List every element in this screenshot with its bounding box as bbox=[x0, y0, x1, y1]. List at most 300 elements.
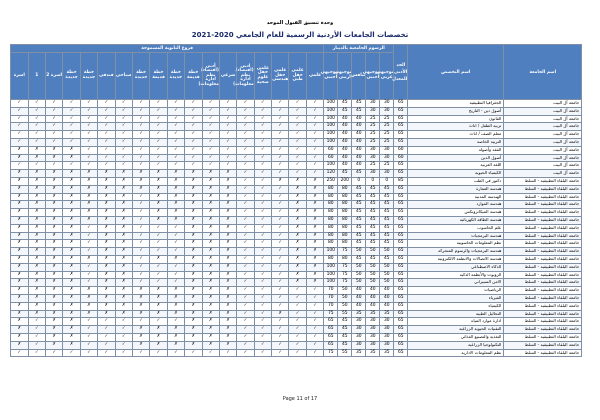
not-allowed-x-icon: ✗ bbox=[115, 271, 132, 279]
col-branch-14: علمي حقل علوم صحية bbox=[254, 53, 271, 100]
allowed-check-icon: ✓ bbox=[272, 201, 289, 209]
not-allowed-x-icon: ✗ bbox=[289, 240, 306, 248]
allowed-check-icon: ✓ bbox=[63, 107, 80, 115]
fee-cell: 80 bbox=[324, 201, 338, 209]
not-allowed-x-icon: ✗ bbox=[63, 224, 80, 232]
not-allowed-x-icon: ✗ bbox=[45, 263, 62, 271]
allowed-check-icon: ✓ bbox=[150, 232, 167, 240]
not-allowed-x-icon: ✗ bbox=[185, 170, 202, 178]
allowed-check-icon: ✓ bbox=[167, 131, 184, 139]
allowed-check-icon: ✓ bbox=[272, 263, 289, 271]
allowed-check-icon: ✓ bbox=[185, 154, 202, 162]
allowed-check-icon: ✓ bbox=[28, 131, 45, 139]
not-allowed-x-icon: ✗ bbox=[306, 271, 323, 279]
university-cell: جامعة آل البيت bbox=[504, 100, 582, 108]
allowed-check-icon: ✓ bbox=[167, 279, 184, 287]
allowed-check-icon: ✓ bbox=[289, 333, 306, 341]
fee-cell: 45 bbox=[366, 255, 380, 263]
allowed-check-icon: ✓ bbox=[45, 162, 62, 170]
col-branch-7: خطة جديدة bbox=[132, 53, 149, 100]
allowed-check-icon: ✓ bbox=[115, 318, 132, 326]
table-row bbox=[11, 310, 582, 318]
not-allowed-x-icon: ✗ bbox=[132, 333, 149, 341]
not-allowed-x-icon: ✗ bbox=[28, 294, 45, 302]
allowed-check-icon: ✓ bbox=[150, 240, 167, 248]
fee-cell: 40 bbox=[352, 138, 366, 146]
not-allowed-x-icon: ✗ bbox=[167, 209, 184, 217]
allowed-check-icon: ✓ bbox=[254, 154, 271, 162]
not-allowed-x-icon: ✗ bbox=[150, 177, 167, 185]
fee-cell: 50 bbox=[352, 271, 366, 279]
col-branch-2: اسرة 2 bbox=[45, 53, 62, 100]
not-allowed-x-icon: ✗ bbox=[167, 341, 184, 349]
allowed-check-icon: ✓ bbox=[202, 123, 219, 131]
allowed-check-icon: ✓ bbox=[237, 209, 254, 217]
min-avg-cell: 65 bbox=[394, 318, 408, 326]
not-allowed-x-icon: ✗ bbox=[219, 302, 236, 310]
allowed-check-icon: ✓ bbox=[254, 209, 271, 217]
allowed-check-icon: ✓ bbox=[167, 318, 184, 326]
allowed-check-icon: ✓ bbox=[80, 232, 97, 240]
fee-cell: 45 bbox=[380, 232, 394, 240]
allowed-check-icon: ✓ bbox=[98, 333, 115, 341]
col-fee-1: توجيهي اجنبي bbox=[366, 53, 380, 100]
specialty-cell: علم الحاسوب bbox=[408, 224, 504, 232]
fee-cell: 40 bbox=[380, 302, 394, 310]
not-allowed-x-icon: ✗ bbox=[167, 201, 184, 209]
fee-cell: 50 bbox=[380, 271, 394, 279]
allowed-check-icon: ✓ bbox=[11, 107, 29, 115]
allowed-check-icon: ✓ bbox=[115, 138, 132, 146]
fee-cell: 50 bbox=[352, 248, 366, 256]
not-allowed-x-icon: ✗ bbox=[28, 177, 45, 185]
allowed-check-icon: ✓ bbox=[98, 115, 115, 123]
table-row bbox=[11, 279, 582, 287]
allowed-check-icon: ✓ bbox=[150, 115, 167, 123]
not-allowed-x-icon: ✗ bbox=[115, 302, 132, 310]
min-avg-cell: 65 bbox=[394, 263, 408, 271]
not-allowed-x-icon: ✗ bbox=[202, 177, 219, 185]
fee-cell: 45 bbox=[366, 240, 380, 248]
not-allowed-x-icon: ✗ bbox=[80, 287, 97, 295]
allowed-check-icon: ✓ bbox=[45, 349, 62, 357]
allowed-check-icon: ✓ bbox=[289, 326, 306, 334]
not-allowed-x-icon: ✗ bbox=[219, 318, 236, 326]
specialty-cell: الروبوت والأنظمة الذكية bbox=[408, 271, 504, 279]
allowed-check-icon: ✓ bbox=[254, 131, 271, 139]
allowed-check-icon: ✓ bbox=[306, 326, 323, 334]
allowed-check-icon: ✓ bbox=[80, 107, 97, 115]
not-allowed-x-icon: ✗ bbox=[150, 201, 167, 209]
allowed-check-icon: ✓ bbox=[272, 115, 289, 123]
allowed-check-icon: ✓ bbox=[98, 154, 115, 162]
allowed-check-icon: ✓ bbox=[80, 240, 97, 248]
not-allowed-x-icon: ✗ bbox=[11, 333, 29, 341]
not-allowed-x-icon: ✗ bbox=[45, 240, 62, 248]
fee-cell: 75 bbox=[338, 263, 352, 271]
fee-cell: 25 bbox=[380, 131, 394, 139]
allowed-check-icon: ✓ bbox=[45, 107, 62, 115]
fee-cell: 45 bbox=[352, 185, 366, 193]
allowed-check-icon: ✓ bbox=[80, 154, 97, 162]
allowed-check-icon: ✓ bbox=[237, 138, 254, 146]
allowed-check-icon: ✓ bbox=[28, 107, 45, 115]
university-cell: جامعة البلقاء التطبيقية - السلط bbox=[504, 333, 582, 341]
min-avg-cell: 65 bbox=[394, 216, 408, 224]
not-allowed-x-icon: ✗ bbox=[45, 177, 62, 185]
allowed-check-icon: ✓ bbox=[237, 326, 254, 334]
allowed-check-icon: ✓ bbox=[185, 107, 202, 115]
not-allowed-x-icon: ✗ bbox=[11, 263, 29, 271]
fee-cell: 40 bbox=[380, 287, 394, 295]
allowed-check-icon: ✓ bbox=[150, 318, 167, 326]
col-fee-2: تنافس bbox=[352, 53, 366, 100]
not-allowed-x-icon: ✗ bbox=[98, 240, 115, 248]
not-allowed-x-icon: ✗ bbox=[202, 326, 219, 334]
fee-cell: 60 bbox=[324, 146, 338, 154]
not-allowed-x-icon: ✗ bbox=[45, 224, 62, 232]
allowed-check-icon: ✓ bbox=[237, 177, 254, 185]
allowed-check-icon: ✓ bbox=[132, 201, 149, 209]
specialty-cell: التقنيات الحيوية الزراعية bbox=[408, 326, 504, 334]
table-row bbox=[11, 100, 582, 108]
min-avg-cell: 65 bbox=[394, 107, 408, 115]
col-university: اسم الجامعة bbox=[504, 45, 582, 100]
not-allowed-x-icon: ✗ bbox=[80, 294, 97, 302]
allowed-check-icon: ✓ bbox=[272, 326, 289, 334]
specialty-cell: الجغرافيا التطبيقية bbox=[408, 100, 504, 108]
fee-cell: 45 bbox=[352, 100, 366, 108]
allowed-check-icon: ✓ bbox=[80, 349, 97, 357]
fee-cell: 75 bbox=[338, 248, 352, 256]
not-allowed-x-icon: ✗ bbox=[11, 209, 29, 217]
allowed-check-icon: ✓ bbox=[202, 138, 219, 146]
allowed-check-icon: ✓ bbox=[254, 310, 271, 318]
allowed-check-icon: ✓ bbox=[150, 224, 167, 232]
not-allowed-x-icon: ✗ bbox=[167, 294, 184, 302]
not-allowed-x-icon: ✗ bbox=[80, 177, 97, 185]
specialty-cell: دكتور في الطب bbox=[408, 177, 504, 185]
allowed-check-icon: ✓ bbox=[237, 154, 254, 162]
not-allowed-x-icon: ✗ bbox=[167, 216, 184, 224]
not-allowed-x-icon: ✗ bbox=[28, 154, 45, 162]
university-cell: جامعة البلقاء التطبيقية - السلط bbox=[504, 310, 582, 318]
not-allowed-x-icon: ✗ bbox=[115, 216, 132, 224]
not-allowed-x-icon: ✗ bbox=[219, 232, 236, 240]
allowed-check-icon: ✓ bbox=[306, 138, 323, 146]
not-allowed-x-icon: ✗ bbox=[11, 279, 29, 287]
allowed-check-icon: ✓ bbox=[306, 302, 323, 310]
table-row bbox=[11, 326, 582, 334]
not-allowed-x-icon: ✗ bbox=[63, 287, 80, 295]
fee-cell: 25 bbox=[380, 138, 394, 146]
allowed-check-icon: ✓ bbox=[237, 123, 254, 131]
allowed-check-icon: ✓ bbox=[98, 100, 115, 108]
not-allowed-x-icon: ✗ bbox=[272, 310, 289, 318]
not-allowed-x-icon: ✗ bbox=[28, 224, 45, 232]
allowed-check-icon: ✓ bbox=[237, 107, 254, 115]
not-allowed-x-icon: ✗ bbox=[289, 201, 306, 209]
not-allowed-x-icon: ✗ bbox=[202, 271, 219, 279]
specialty-cell: نظم المعلومات الحاسوبية bbox=[408, 240, 504, 248]
fee-cell: 80 bbox=[324, 232, 338, 240]
fee-cell: 40 bbox=[338, 131, 352, 139]
fee-cell: 25 bbox=[380, 162, 394, 170]
fee-cell: 50 bbox=[366, 248, 380, 256]
specialty-cell: الفقه وأصوله bbox=[408, 146, 504, 154]
allowed-check-icon: ✓ bbox=[150, 248, 167, 256]
specialty-cell: الكيمياء الحيوية bbox=[408, 170, 504, 178]
not-allowed-x-icon: ✗ bbox=[150, 185, 167, 193]
allowed-check-icon: ✓ bbox=[306, 131, 323, 139]
allowed-check-icon: ✓ bbox=[272, 100, 289, 108]
allowed-check-icon: ✓ bbox=[80, 115, 97, 123]
allowed-check-icon: ✓ bbox=[254, 201, 271, 209]
specialty-cell: معلم الصف / اناث bbox=[408, 131, 504, 139]
allowed-check-icon: ✓ bbox=[11, 131, 29, 139]
allowed-check-icon: ✓ bbox=[254, 294, 271, 302]
not-allowed-x-icon: ✗ bbox=[202, 248, 219, 256]
fee-cell: 45 bbox=[338, 326, 352, 334]
allowed-check-icon: ✓ bbox=[132, 100, 149, 108]
not-allowed-x-icon: ✗ bbox=[98, 224, 115, 232]
not-allowed-x-icon: ✗ bbox=[115, 224, 132, 232]
fee-cell: 40 bbox=[352, 302, 366, 310]
min-avg-cell: 65 bbox=[394, 209, 408, 217]
not-allowed-x-icon: ✗ bbox=[289, 193, 306, 201]
allowed-check-icon: ✓ bbox=[80, 123, 97, 131]
table-row bbox=[11, 138, 582, 146]
not-allowed-x-icon: ✗ bbox=[306, 185, 323, 193]
allowed-check-icon: ✓ bbox=[80, 146, 97, 154]
not-allowed-x-icon: ✗ bbox=[306, 279, 323, 287]
specialty-cell: هندسة الطاقة الكهربائية bbox=[408, 216, 504, 224]
university-cell: جامعة البلقاء التطبيقية - السلط bbox=[504, 224, 582, 232]
not-allowed-x-icon: ✗ bbox=[45, 255, 62, 263]
not-allowed-x-icon: ✗ bbox=[306, 255, 323, 263]
allowed-check-icon: ✓ bbox=[272, 349, 289, 357]
allowed-check-icon: ✓ bbox=[306, 294, 323, 302]
specialties-table-wrap bbox=[10, 44, 580, 357]
fee-cell: 30 bbox=[380, 107, 394, 115]
fee-cell: 50 bbox=[338, 287, 352, 295]
allowed-check-icon: ✓ bbox=[185, 123, 202, 131]
allowed-check-icon: ✓ bbox=[306, 162, 323, 170]
fee-cell: 100 bbox=[324, 107, 338, 115]
allowed-check-icon: ✓ bbox=[167, 240, 184, 248]
fee-cell: 40 bbox=[352, 162, 366, 170]
allowed-check-icon: ✓ bbox=[237, 341, 254, 349]
not-allowed-x-icon: ✗ bbox=[185, 318, 202, 326]
min-avg-cell: 65 bbox=[394, 279, 408, 287]
not-allowed-x-icon: ✗ bbox=[132, 185, 149, 193]
min-avg-cell: 65 bbox=[394, 248, 408, 256]
allowed-check-icon: ✓ bbox=[237, 318, 254, 326]
allowed-check-icon: ✓ bbox=[237, 131, 254, 139]
not-allowed-x-icon: ✗ bbox=[150, 209, 167, 217]
not-allowed-x-icon: ✗ bbox=[45, 185, 62, 193]
fee-cell: 45 bbox=[352, 216, 366, 224]
table-row bbox=[11, 333, 582, 341]
allowed-check-icon: ✓ bbox=[185, 162, 202, 170]
not-allowed-x-icon: ✗ bbox=[167, 185, 184, 193]
fee-cell: 45 bbox=[338, 318, 352, 326]
not-allowed-x-icon: ✗ bbox=[306, 216, 323, 224]
not-allowed-x-icon: ✗ bbox=[45, 193, 62, 201]
allowed-check-icon: ✓ bbox=[272, 138, 289, 146]
min-avg-cell: 85 bbox=[394, 177, 408, 185]
not-allowed-x-icon: ✗ bbox=[185, 232, 202, 240]
allowed-check-icon: ✓ bbox=[132, 271, 149, 279]
fee-cell: 30 bbox=[352, 326, 366, 334]
allowed-check-icon: ✓ bbox=[219, 123, 236, 131]
allowed-check-icon: ✓ bbox=[306, 100, 323, 108]
allowed-check-icon: ✓ bbox=[80, 248, 97, 256]
not-allowed-x-icon: ✗ bbox=[289, 209, 306, 217]
fee-cell: 35 bbox=[380, 310, 394, 318]
not-allowed-x-icon: ✗ bbox=[185, 302, 202, 310]
fee-cell: 50 bbox=[366, 263, 380, 271]
col-branch-11: أدبي (اقتصاد/نظم ادارة معلومات) bbox=[202, 53, 219, 100]
fee-cell: 100 bbox=[324, 100, 338, 108]
col-branch-10: خطة قديمة bbox=[185, 53, 202, 100]
fee-cell: 100 bbox=[324, 271, 338, 279]
not-allowed-x-icon: ✗ bbox=[150, 287, 167, 295]
not-allowed-x-icon: ✗ bbox=[219, 294, 236, 302]
not-allowed-x-icon: ✗ bbox=[306, 177, 323, 185]
fee-cell: 40 bbox=[338, 115, 352, 123]
not-allowed-x-icon: ✗ bbox=[115, 294, 132, 302]
not-allowed-x-icon: ✗ bbox=[202, 193, 219, 201]
not-allowed-x-icon: ✗ bbox=[45, 201, 62, 209]
not-allowed-x-icon: ✗ bbox=[150, 310, 167, 318]
min-avg-cell: 65 bbox=[394, 100, 408, 108]
not-allowed-x-icon: ✗ bbox=[150, 170, 167, 178]
not-allowed-x-icon: ✗ bbox=[28, 279, 45, 287]
fee-cell: 40 bbox=[338, 162, 352, 170]
not-allowed-x-icon: ✗ bbox=[306, 240, 323, 248]
col-branch-12: شرعي bbox=[219, 53, 236, 100]
allowed-check-icon: ✓ bbox=[237, 170, 254, 178]
allowed-check-icon: ✓ bbox=[202, 349, 219, 357]
not-allowed-x-icon: ✗ bbox=[185, 294, 202, 302]
allowed-check-icon: ✓ bbox=[185, 138, 202, 146]
not-allowed-x-icon: ✗ bbox=[150, 341, 167, 349]
allowed-check-icon: ✓ bbox=[219, 146, 236, 154]
min-avg-cell: 65 bbox=[394, 138, 408, 146]
university-cell: جامعة آل البيت bbox=[504, 115, 582, 123]
not-allowed-x-icon: ✗ bbox=[63, 146, 80, 154]
not-allowed-x-icon: ✗ bbox=[289, 177, 306, 185]
table-body bbox=[11, 100, 582, 357]
not-allowed-x-icon: ✗ bbox=[28, 302, 45, 310]
allowed-check-icon: ✓ bbox=[219, 115, 236, 123]
fee-cell: 45 bbox=[352, 209, 366, 217]
allowed-check-icon: ✓ bbox=[254, 318, 271, 326]
allowed-check-icon: ✓ bbox=[115, 107, 132, 115]
not-allowed-x-icon: ✗ bbox=[219, 326, 236, 334]
col-branch-13: ادبي (اقتصاد/نظم ادارة معلومات) bbox=[237, 53, 254, 100]
not-allowed-x-icon: ✗ bbox=[11, 154, 29, 162]
min-avg-cell: 65 bbox=[394, 294, 408, 302]
allowed-check-icon: ✓ bbox=[132, 349, 149, 357]
allowed-check-icon: ✓ bbox=[80, 162, 97, 170]
not-allowed-x-icon: ✗ bbox=[98, 216, 115, 224]
allowed-check-icon: ✓ bbox=[237, 271, 254, 279]
col-group-fees: الرسوم الجامعية بالدينار bbox=[324, 45, 394, 53]
fee-cell: 80 bbox=[324, 224, 338, 232]
allowed-check-icon: ✓ bbox=[80, 333, 97, 341]
university-cell: جامعة البلقاء التطبيقية - السلط bbox=[504, 271, 582, 279]
university-cell: جامعة البلقاء التطبيقية - السلط bbox=[504, 185, 582, 193]
not-allowed-x-icon: ✗ bbox=[11, 326, 29, 334]
allowed-check-icon: ✓ bbox=[98, 349, 115, 357]
fee-cell: 80 bbox=[324, 216, 338, 224]
not-allowed-x-icon: ✗ bbox=[306, 263, 323, 271]
not-allowed-x-icon: ✗ bbox=[45, 294, 62, 302]
allowed-check-icon: ✓ bbox=[272, 232, 289, 240]
allowed-check-icon: ✓ bbox=[150, 100, 167, 108]
university-cell: جامعة آل البيت bbox=[504, 162, 582, 170]
allowed-check-icon: ✓ bbox=[237, 263, 254, 271]
specialty-cell: الكيمياء bbox=[408, 302, 504, 310]
fee-cell: 45 bbox=[352, 170, 366, 178]
fee-cell: 120 bbox=[324, 170, 338, 178]
allowed-check-icon: ✓ bbox=[254, 341, 271, 349]
fee-cell: 70 bbox=[324, 294, 338, 302]
allowed-check-icon: ✓ bbox=[289, 287, 306, 295]
not-allowed-x-icon: ✗ bbox=[63, 271, 80, 279]
allowed-check-icon: ✓ bbox=[63, 123, 80, 131]
fee-cell: 80 bbox=[338, 201, 352, 209]
allowed-check-icon: ✓ bbox=[132, 123, 149, 131]
min-avg-cell: 65 bbox=[394, 302, 408, 310]
group-header-row bbox=[11, 45, 582, 53]
allowed-check-icon: ✓ bbox=[28, 318, 45, 326]
page-number: Page 11 of 17 bbox=[282, 396, 318, 402]
not-allowed-x-icon: ✗ bbox=[185, 255, 202, 263]
allowed-check-icon: ✓ bbox=[254, 216, 271, 224]
fee-cell: 35 bbox=[352, 349, 366, 357]
fee-cell: 40 bbox=[352, 294, 366, 302]
university-cell: جامعة البلقاء التطبيقية - السلط bbox=[504, 177, 582, 185]
fee-cell: 30 bbox=[366, 154, 380, 162]
fee-cell: 40 bbox=[338, 123, 352, 131]
allowed-check-icon: ✓ bbox=[45, 131, 62, 139]
allowed-check-icon: ✓ bbox=[254, 170, 271, 178]
not-allowed-x-icon: ✗ bbox=[98, 170, 115, 178]
not-allowed-x-icon: ✗ bbox=[185, 248, 202, 256]
not-allowed-x-icon: ✗ bbox=[219, 341, 236, 349]
specialty-cell: الهندسة المدنية bbox=[408, 193, 504, 201]
allowed-check-icon: ✓ bbox=[202, 154, 219, 162]
not-allowed-x-icon: ✗ bbox=[219, 287, 236, 295]
page-title: تخصصات الجامعات الأردنية الرسمية للعام الجامعي 2020-2021 bbox=[191, 31, 409, 39]
allowed-check-icon: ✓ bbox=[45, 115, 62, 123]
allowed-check-icon: ✓ bbox=[167, 349, 184, 357]
allowed-check-icon: ✓ bbox=[219, 100, 236, 108]
fee-cell: 25 bbox=[366, 131, 380, 139]
not-allowed-x-icon: ✗ bbox=[11, 185, 29, 193]
not-allowed-x-icon: ✗ bbox=[219, 255, 236, 263]
allowed-check-icon: ✓ bbox=[132, 115, 149, 123]
not-allowed-x-icon: ✗ bbox=[167, 193, 184, 201]
university-cell: جامعة البلقاء التطبيقية - السلط bbox=[504, 255, 582, 263]
fee-cell: 45 bbox=[366, 193, 380, 201]
fee-cell: 40 bbox=[366, 302, 380, 310]
fee-cell: 35 bbox=[366, 310, 380, 318]
not-allowed-x-icon: ✗ bbox=[202, 232, 219, 240]
